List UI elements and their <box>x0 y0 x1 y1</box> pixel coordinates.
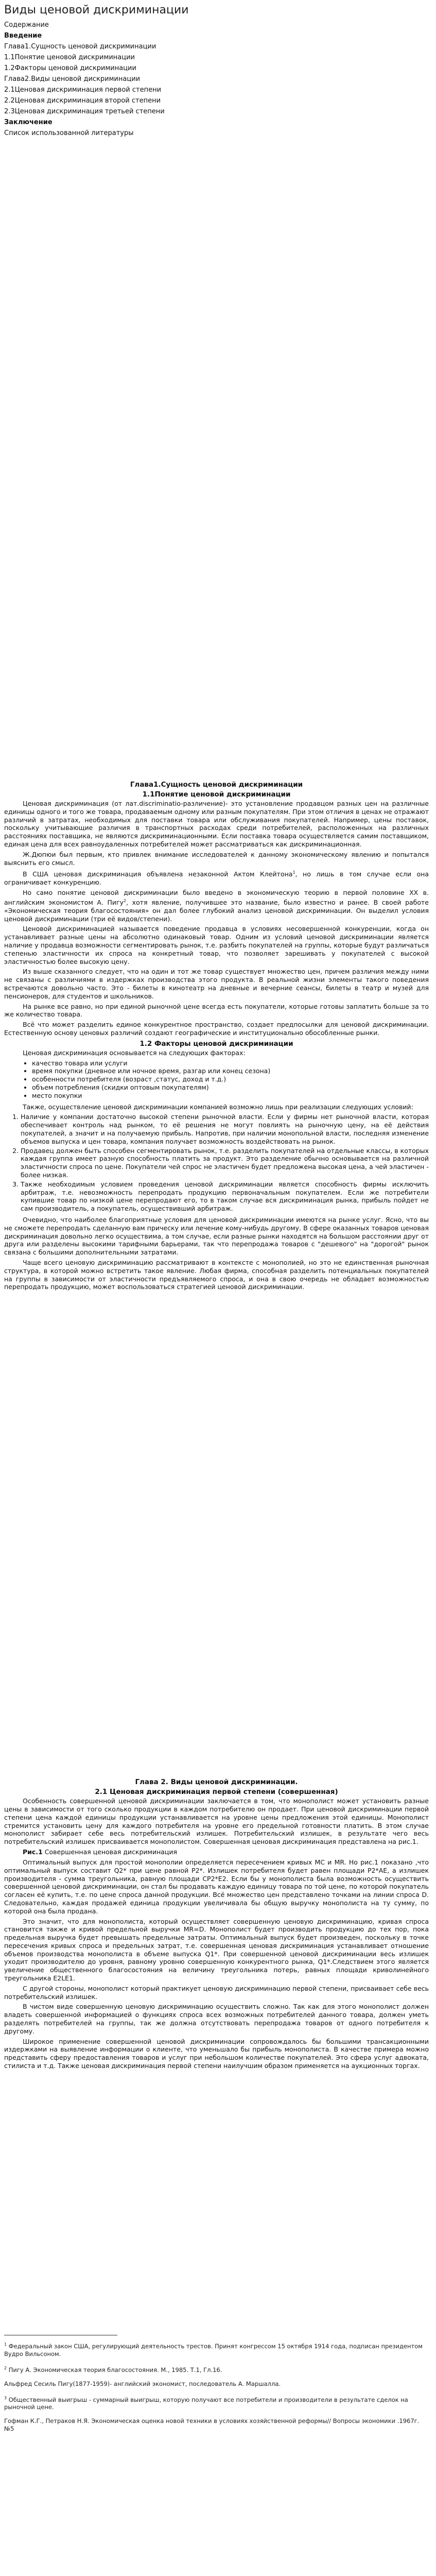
paragraph: В чистом виде совершенную ценовую дискриминацию осуществить сложно. Так как для этого монополист должен владеть совершенной информацией о функциях спроса всех возможных потребителей данного товара, должен уметь разделять потребителей на группы, так же должна отсутствовать перепродажа товаров от одного потребителя к другому. <box>4 2003 429 2035</box>
blank-space <box>4 1293 429 1777</box>
footnote-mark: 2 <box>4 2365 7 2370</box>
list-item: • объем потребления (скидки оптовым покупателям) <box>32 1083 429 1092</box>
footnotes <box>4 2341 429 2433</box>
list-item: • время покупки (дневное или ночное время, разгар или конец сезона) <box>32 1067 429 1075</box>
toc-heading: Содержание <box>4 21 49 29</box>
blank-space <box>4 2072 429 2335</box>
list-item: • качество товара или услуги <box>32 1059 429 1067</box>
footnote-mark: 1 <box>4 2342 7 2347</box>
paragraph: Чаще всего ценовую дискриминацию рассматривают в контексте с монополией, но это не единственная рыночная структура, в которой можно встретить такое явление. Любая фирма, способная разделить потенциальных покупателей на группы в зависимости от эластичности предъявляемого спроса, и она в свою очередь не обладает возможностью перепродать продукцию, может воспользоваться стратегией ценовой дискриминации. <box>4 1258 429 1291</box>
paragraph-text: Но само понятие ценовой дискриминации было введено в экономическую теорию в первой половине XX в. английским экономистом А. Пигу <box>4 889 429 907</box>
paragraph: Ценовая дискриминация (от лат.discriminatio-различение)- это установление продавцом разных цен на различные единицы одного и того же товара, продаваемым одному или разным покупателям. При этом отличия в ценах не отражают различий в затратах, необходимых для поставки товара или обслуживания покупателей. Например, цены поставок, поскольку учитывающие различия в транспортных расходах среди потребителей, расположенных на различных расстояниях поставщика, не являются дискриминационными. Если поставка товара осуществляется самим поставщиком, единая цена для всех равноудаленных потребителей может рассматриваться как дискриминационная. <box>4 800 429 848</box>
footnote <box>4 2341 429 2358</box>
list-item: • особенности потребителя (возраст ,статус, доход и т.д.) <box>32 1075 429 1083</box>
figure-label: Рис.1 <box>23 1848 43 1856</box>
blank-space <box>4 139 429 780</box>
document-title: Виды ценовой дискриминации <box>4 4 189 16</box>
toc-item[interactable]: 2.1Ценовая дискриминация первой степени <box>4 86 162 94</box>
section-title: 1.2 Факторы ценовой дискриминации <box>139 1039 293 1048</box>
chapter-title: Глава1.Сущность ценовой дискриминации <box>130 781 303 789</box>
paragraph: Ценовой дискриминацией называется поведение продавца в условиях несовершенной конкуренции, когда он устанавливает разные цены на абсолютно одинаковый товар. Одним из условий ценовой дискриминации является наличие у продавца возможности сегментировать рынок, т.е. разбить покупателей на группы, которые будут различаться степенью эластичности их спроса на конкретный товар, что позволяет зарешивать у покупателей с высокой эластичностью более высокую цену. <box>4 925 429 965</box>
toc-item[interactable]: Список использованной литературы <box>4 129 134 137</box>
paragraph: Ж.Дюпюи был первым, кто привлек внимание исследователей к данному экономическому явлению и попытался выяснить его смысл. <box>4 850 429 867</box>
list-item: • место покупки <box>32 1092 429 1100</box>
table-of-contents <box>4 20 429 139</box>
footnote-mark: 3 <box>4 2395 7 2400</box>
footnote <box>4 2394 429 2412</box>
toc-item[interactable]: 2.3Ценовая дискриминация третьей степени <box>4 108 165 115</box>
footnote-text: Общественный выигрыш - суммарный выигрыш, которую получают все потребители и производители в результате сделок на рыночной цене. <box>4 2396 408 2411</box>
paragraph: Из выше сказанного следует, что на один и тот же товар существует множество цен, причем различия между ними не связаны с различиями в издержках производства этого продукта. В реальной жизни элементы такого поведения встречаются довольно часто. Это - билеты в кинотеатр на дневные и вечерние сеансы, билеты в театр и музей для пенсионеров, для студентов и школьников. <box>4 968 429 1000</box>
paragraph: Очевидно, что наиболее благоприятные условия для ценовой дискриминации имеются на рынке услуг. Ясно, что вы не сможете перепродать сделанную вам прическу или лечение кому-нибудь другому. В сфере оказанных товаров ценовая дискриминация довольно легко осуществима, а том случае, если разные рынки находятся на большом расстоянии друг от друга или разделены высокими тарифными барьерами, так что перепродажа товаров с "дешевого" на "дорогой" рынок связана с большими дополнительными затратами. <box>4 1215 429 1257</box>
list-item: 2. Продавец должен быть способен сегментировать рынок, т.е. разделить покупателей на отдельные классы, в которых каждая группа имеет разную способность платить за продукт. Это разделение обычно основывается на различной эластичности спроса по цене. Покупатели чей спрос не эластичен будет предложена высокая цена, а чей эластичен - более низкая. <box>21 1147 429 1179</box>
toc-item[interactable]: 1.1Понятие ценовой дискриминации <box>4 54 135 61</box>
toc-item[interactable]: Введение <box>4 32 42 40</box>
footnote-ref[interactable]: 2 <box>124 898 127 903</box>
toc-item[interactable]: Заключение <box>4 118 53 126</box>
section-title: 1.1Понятие ценовой дискриминации <box>142 790 291 799</box>
paragraph: Широкое применение совершенной ценовой дискриминации сопровождалось бы большими трансакционными издержками на выявление информации о клиенте, что уменьшало бы прибыль монополиста. В качестве примера можно представить сферу предоставления товаров и услуг при небольшом количестве покупателей. Это сфера услуг адвоката, стилиста и т.д. Также ценовая дискриминация первой степени наилучшим образом применяется на аукционных торгах. <box>4 2037 429 2070</box>
figure-caption <box>4 1848 429 1856</box>
paragraph: Также, осуществление ценовой дискриминации компанией возможно лишь при реализации следующих условий: <box>23 1103 413 1111</box>
list-item: 1. Наличие у компании достаточно высокой степени рыночной власти. Если у фирмы нет рыночной власти, которая обеспечивает контроль над рынком, то её решения не могут повлиять на рыночную цену, на её действия покупателей, а значит и на получаемую прибыль. Напротив, при наличии монопольной власти, последняя изменение объемов выпуска и цен товара, компания получает возможность воздействовать на рынок. <box>21 1113 429 1145</box>
paragraph: Особенность совершенной ценовой дискриминации заключается в том, что монополист может установить разные цены в зависимости от того сколько продукции в каждом потребителю он продает. При ценовой дискриминации первой степени цена каждой единицы продукции устанавливается на уровне цены предложения этой единицы. Монополист стремится установить цену для каждого потребителя на уровне его предельной готовности платить. В этом случае монополист забирает себе весь потребительский излишек. Потребительский излишек, в результате чего весь потребительский излишек присваивается монополистом. Совершенная ценовая дискриминация представлена на рис.1. <box>4 1797 429 1846</box>
paragraph: Ценовая дискриминация основывается на следующих факторах: <box>23 1048 246 1057</box>
paragraph <box>4 869 429 887</box>
paragraph-text: В США ценовая дискриминация объявлена незаконной Актом Клейтона <box>23 870 293 878</box>
footnote-text: Федеральный закон США, регулирующий деятельность трестов. Принят конгрессом 15 октября 1914 года, подписан президентом Вудро Вильсоном. <box>4 2342 423 2358</box>
toc-item[interactable]: 1.2Факторы ценовой дискриминации <box>4 64 136 72</box>
list-item: 3. Также необходимым условием проведения ценовой дискриминации является способность фирмы исключить арбитраж, т.е. невозможность перепродать продукцию первоначальным покупателем. Если же потребители купившие товар по низкой цене перепродают его, то в таком случае вся дискриминация рынка, прибыль пойдет не сам производитель, а покупатель, осуществивший арбитраж. <box>21 1180 429 1213</box>
paragraph: На рынке все равно, но при единой рыночной цене всегда есть покупатели, которые готовы заплатить больше за то же количество товара. <box>4 1002 429 1019</box>
paragraph: С другой стороны, монополист который практикует ценовую дискриминацию первой степени, присваивает себе весь потребительский излишек. <box>4 1984 429 2001</box>
toc-item[interactable]: Глава1.Сущность ценовой дискриминации <box>4 43 156 50</box>
chapter-title: Глава 2. Виды ценовой дискриминации. <box>135 1778 298 1787</box>
toc-item[interactable]: 2.2Ценовая дискриминация второй степени <box>4 97 161 105</box>
paragraph: Это значит, что для монополиста, который осуществляет совершенную ценовую дискриминацию, кривая спроса становится также и кривой предельной выручки MR=D. Монополист будет производить продукцию до тех пор, пока предельная выручка будет превышать предельные затраты. Оптимальный выпуск будет произведен, поскольку в точке пересечения кривых спроса и предельных затрат, т.е. совершенная ценовая дискриминация устанавливает отношение объемов производства монополиста в объеме выпуска Q1*. При совершенной ценовой дискриминации весь излишек уходит производителю до уровня, равному уровню совершенную конкурентного рынка, Q1*.Следствием этого является увеличение общественного благосостояния на величину треугольника потерь, равных площади криволинейного треугольника E2LE1. <box>4 1917 429 1982</box>
paragraph-text: , но лишь в том случае если она ограничивает конкуренцию. <box>4 870 429 887</box>
figure-caption-text: Совершенная ценовая дискриминация <box>42 1848 178 1856</box>
footnote <box>4 2380 429 2388</box>
factors-list <box>23 1059 429 1100</box>
chapter-2 <box>4 1777 429 2070</box>
footnote-text: Гофман К.Г., Петраков Н.Я. Экономическая оценка новой техники в условиях хозяйственной реформы// Вопросы экономики .1967г. №5 <box>4 2417 420 2433</box>
paragraph: Всё что может разделить единое конкурентное пространство, создает предпосылки для ценовой дискриминации. Естественную основу ценовых различий создают географические и институционально обособленные рынки. <box>4 1021 429 1037</box>
conditions-list <box>9 1113 429 1213</box>
footnote-text: Альфред Сесиль Пигу(1877-1959)- английский экономист, последователь А. Маршалла. <box>4 2380 281 2387</box>
footnote <box>4 2364 429 2374</box>
footnote-ref[interactable]: 1 <box>292 870 295 875</box>
toc-item[interactable]: Глава2.Виды ценовой дискриминации <box>4 75 141 83</box>
paragraph: Оптимальный выпуск для простой монополии определяется пересечением кривых MC и MR. Но рис.1 показано ,что оптимальный выпуск составит Q2* при цене равной P2*. Излишек потребителя будет равен площади P2*AE, а излишек производителя - сумма треугольника, равную площади CP2*E2. Если бы у монополиста была возможность осуществить совершенной ценовой дискриминации, он стал бы продавать каждую единицу товара по той цене, по которой покупатель согласен её купить, т.е. по цене спроса данной продукции. Всё множество цен представлено точками на линии спроса D. Следовательно, каждая продажей единица продукции увеличивала бы общую выручку монополиста на ту сумму, по которой она была продана. <box>4 1858 429 1915</box>
section-title: 2.1 Ценовая дискриминация первой степени (совершенная) <box>95 1788 338 1797</box>
chapter-1 <box>4 780 429 1291</box>
paragraph-text: , хотя явление, получившее это название, было известно и ранее. В своей работе «Экономическая теория благосостояния» он дал более глубокий анализ ценовой дискриминации. Он выделил условия ценовой дискриминации (три её видов/степени). <box>4 899 429 923</box>
footnote-text: Пигу А. Экономическая теория благосостояния. М., 1985. Т.1, Гл.16. <box>7 2366 222 2374</box>
footnote <box>4 2417 429 2433</box>
paragraph <box>4 889 429 923</box>
